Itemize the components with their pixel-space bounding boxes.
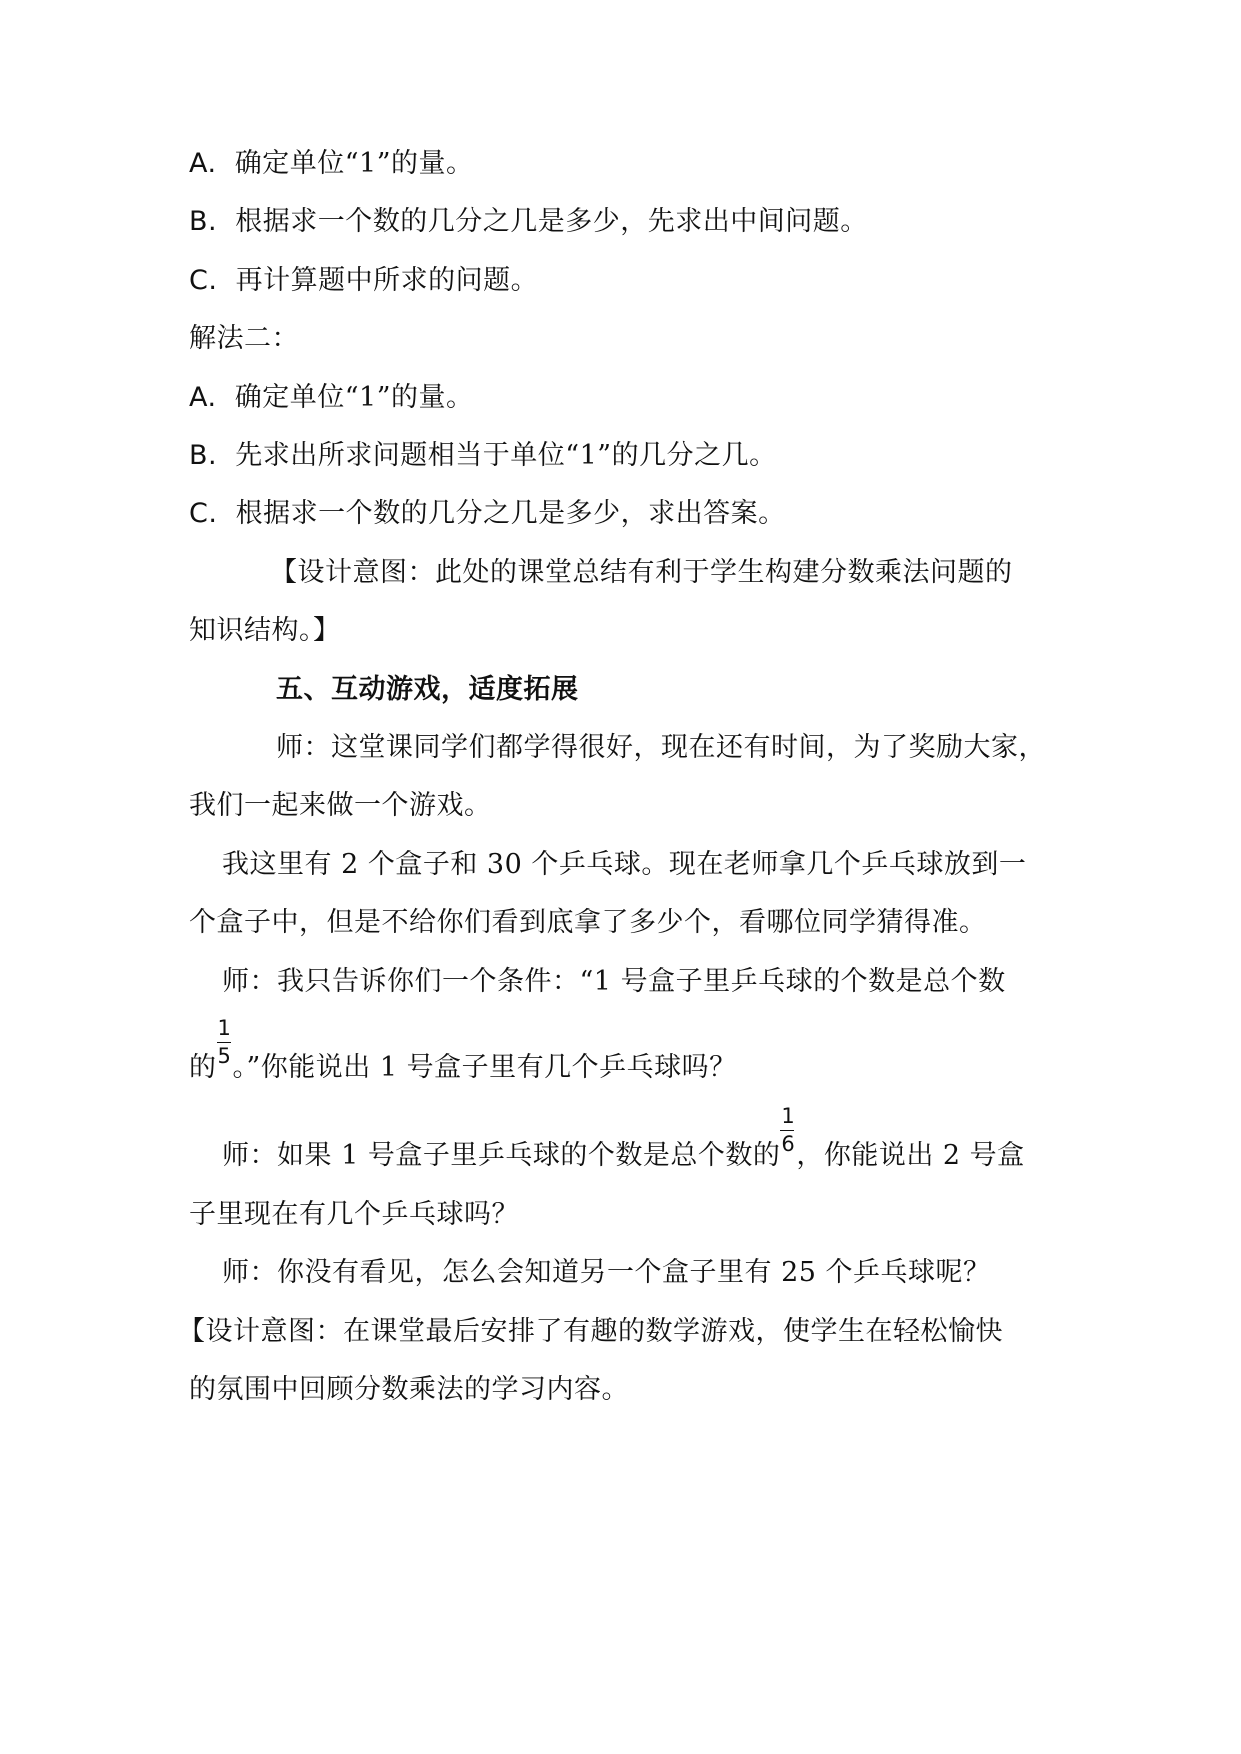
fraction-numerator: 1 [781, 1104, 796, 1128]
step-label: C. [189, 498, 218, 529]
game-setup-line-2: 个盒子中，但是不给你们看到底拿了多少个，看哪位同学猜得准。 [189, 907, 987, 938]
game-setup-line-1: 我这里有 2 个盒子和 30 个乒乓球。现在老师拿几个乒乓球放到一 [222, 849, 1027, 880]
step-label: A. [189, 382, 217, 413]
fraction-one-fifth [217, 1016, 233, 1088]
step-text: 根据求一个数的几分之几是多少，先求出中间问题。 [235, 206, 868, 237]
fraction-numerator: 1 [217, 1016, 232, 1040]
fraction-one-sixth [780, 1104, 796, 1176]
step-c-2 [189, 494, 786, 534]
question-1-pre: 的 [189, 1052, 217, 1083]
step-label: A. [189, 148, 217, 179]
design-intent-2-line-2: 的氛围中回顾分数乘法的学习内容。 [189, 1374, 629, 1405]
question-2-post: ，你能说出 2 号盒 [796, 1140, 1025, 1171]
step-a-2 [189, 378, 474, 418]
question-1-line-2 [189, 1016, 737, 1088]
step-b-1 [189, 202, 868, 242]
fraction-bar [217, 1042, 231, 1043]
step-c-1 [189, 261, 538, 301]
step-text: 再计算题中所求的问题。 [235, 265, 539, 296]
step-b-2 [189, 436, 777, 476]
teacher-intro-line-2: 我们一起来做一个游戏。 [189, 790, 492, 821]
method-2-heading: 解法二： [189, 323, 299, 354]
step-label: B. [189, 440, 218, 471]
question-1-line-1: 师：我只告诉你们一个条件：“1 号盒子里乒乓球的个数是总个数 [222, 966, 1006, 997]
teacher-intro-line-1: 师：这堂课同学们都学得很好，现在还有时间，为了奖励大家， [276, 732, 1046, 763]
step-text: 根据求一个数的几分之几是多少，求出答案。 [235, 498, 786, 529]
fraction-denominator: 6 [781, 1132, 796, 1156]
fraction-bar [780, 1130, 794, 1131]
design-intent-1-line-1: 【设计意图：此处的课堂总结有利于学生构建分数乘法问题的 [270, 557, 1013, 588]
section-5-heading: 五、互动游戏，适度拓展 [276, 674, 579, 705]
fraction-denominator: 5 [217, 1044, 232, 1068]
question-3-line-1: 师：你没有看见，怎么会知道另一个盒子里有 25 个乒乓球呢？ [222, 1257, 991, 1288]
question-2-line-2: 子里现在有几个乒乓球吗？ [189, 1199, 519, 1230]
step-text: 确定单位“1”的量。 [234, 148, 474, 179]
question-2-line-1 [222, 1104, 1025, 1176]
step-text: 确定单位“1”的量。 [234, 382, 474, 413]
question-1-post: 。”你能说出 1 号盒子里有几个乒乓球吗？ [232, 1052, 737, 1083]
step-a-1 [189, 144, 474, 184]
step-label: C. [189, 265, 218, 296]
design-intent-1-line-2: 知识结构。】 [189, 615, 341, 646]
question-2-pre: 师：如果 1 号盒子里乒乓球的个数是总个数的 [222, 1140, 781, 1171]
step-label: B. [189, 206, 218, 237]
step-text: 先求出所求问题相当于单位“1”的几分之几。 [235, 440, 777, 471]
design-intent-2-line-1: 【设计意图：在课堂最后安排了有趣的数学游戏，使学生在轻松愉快 [178, 1316, 1003, 1347]
